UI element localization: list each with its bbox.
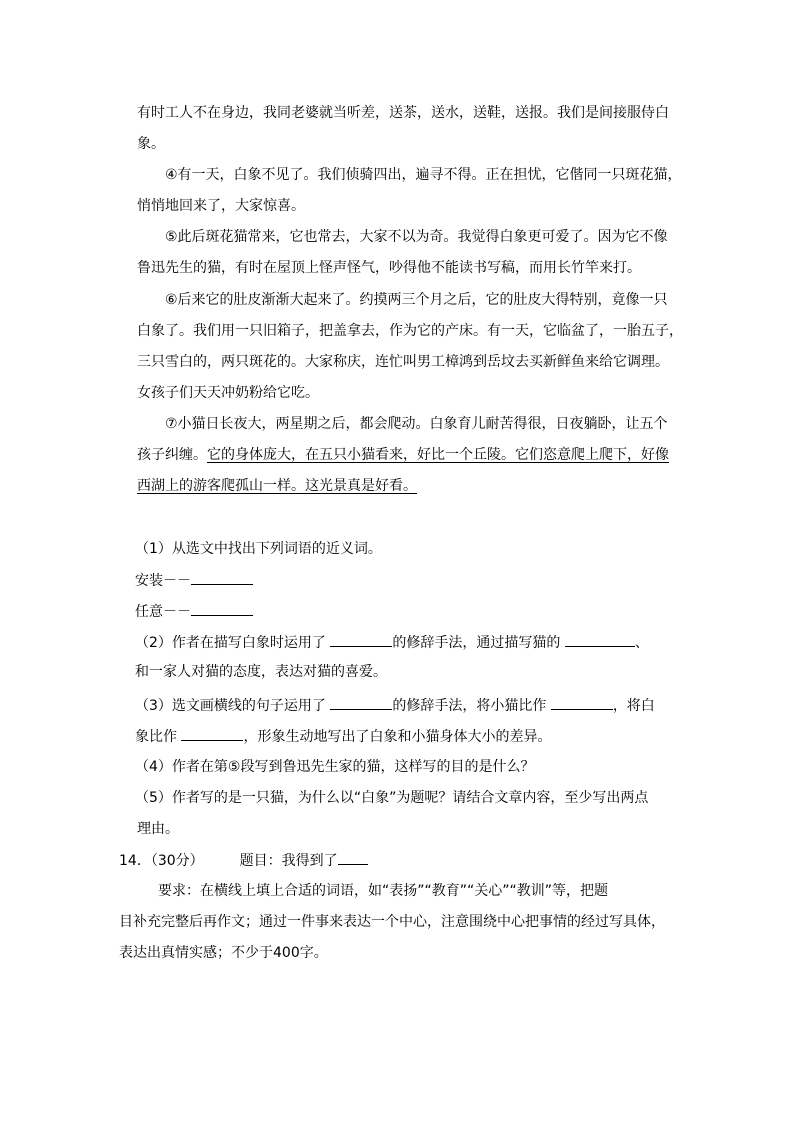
passage-line: 有时工人不在身边，我同老婆就当听差，送茶，送水，送鞋，送报。我们是间接服侍白 (137, 105, 669, 121)
question-1b (135, 601, 253, 621)
question-text: ，形象生动地写出了白象和小猫身体大小的差异。 (243, 729, 552, 745)
passage-line: 鲁迅先生的猫，有时在屋顶上怪声怪气，吵得他不能读书写稿，而用长竹竿来打。 (137, 260, 641, 276)
essay-requirement: 目补充完整后再作文；通过一件事来表达一个中心，注意围绕中心把事情的经过写具体， (119, 914, 665, 930)
answer-blank[interactable] (330, 632, 392, 647)
question-4: （4）作者在第⑤段写到鲁迅先生家的猫，这样写的目的是什么？ (135, 759, 535, 775)
passage-line (137, 445, 669, 465)
plain-text: 孩子纠缠。 (137, 447, 207, 463)
question-number: 14．（30分） (119, 853, 204, 869)
underlined-sentence: 它的身体庞大，在五只小猫看来，好比一个丘陵。它们恣意爬上爬下，好像 (207, 447, 669, 463)
passage-line: 白象了。我们用一只旧箱子，把盖拿去，作为它的产床。有一天，它临盆了，一胎五子， (137, 323, 683, 339)
question-text: 象比作 (135, 729, 182, 745)
passage-paragraph-7: ⑦小猫日长夜大，两星期之后，都会爬动。白象育儿耐苦得很，日夜躺卧，让五个 (165, 416, 668, 432)
question-2 (135, 632, 649, 652)
question-1: （1）从选文中找出下列词语的近义词。 (135, 541, 382, 557)
answer-blank[interactable] (338, 850, 368, 865)
essay-header (119, 850, 368, 870)
passage-line: 象。 (137, 136, 165, 152)
answer-blank[interactable] (181, 726, 243, 741)
word-label: 安装－－ (135, 573, 191, 589)
answer-blank[interactable] (565, 632, 635, 647)
passage-paragraph-4: ④有一天，白象不见了。我们侦骑四出，遍寻不得。正在担忧，它偕同一只斑花猫， (165, 167, 682, 183)
passage-paragraph-6: ⑥后来它的肚皮渐渐大起来了。约摸两三个月之后，它的肚皮大得特别，竟像一只 (165, 292, 668, 308)
question-3 (135, 695, 655, 715)
essay-requirement: 表达出真情实感；不少于400字。 (119, 945, 328, 961)
essay-requirement: 要求：在横线上填上合适的词语，如“表扬”“教育”“关心”“教训”等，把题 (158, 883, 609, 899)
passage-paragraph-5: ⑤此后斑花猫常来，它也常去，大家不以为奇。我觉得白象更可爱了。因为它不像 (165, 229, 668, 245)
essay-title: 题目：我得到了 (239, 853, 338, 869)
question-5: （5）作者写的是一只猫，为什么以“白象”为题呢？请结合文章内容，至少写出两点 (135, 790, 649, 806)
word-label: 任意－－ (135, 604, 191, 620)
passage-line: 三只雪白的，两只斑花的。大家称庆，连忙叫男工樟鸿到岳坟去买新鲜鱼来给它调理。 (137, 354, 669, 370)
question-2-cont: 和一家人对猫的态度，表达对猫的喜爱。 (135, 664, 387, 680)
answer-blank[interactable] (191, 570, 253, 585)
question-1a (135, 570, 253, 590)
question-text: （2）作者在描写白象时运用了 (135, 635, 331, 651)
question-text: 的修辞手法，将小猫比作 (392, 698, 551, 714)
answer-blank[interactable] (191, 601, 253, 616)
passage-line: 悄悄地回来了，大家惊喜。 (137, 198, 305, 214)
question-text: （3）选文画横线的句子运用了 (135, 698, 331, 714)
question-text: 的修辞手法，通过描写猫的 (392, 635, 565, 651)
underlined-sentence: 西湖上的游客爬孤山一样。这光景真是好看。 (137, 478, 417, 494)
question-5-cont: 理由。 (137, 821, 179, 837)
passage-line: 女孩子们天天冲奶粉给它吃。 (137, 385, 319, 401)
question-text: ，将白 (612, 698, 655, 714)
question-3-cont (135, 726, 551, 746)
question-text: 、 (634, 635, 649, 651)
answer-blank[interactable] (551, 695, 613, 710)
answer-blank[interactable] (330, 695, 392, 710)
